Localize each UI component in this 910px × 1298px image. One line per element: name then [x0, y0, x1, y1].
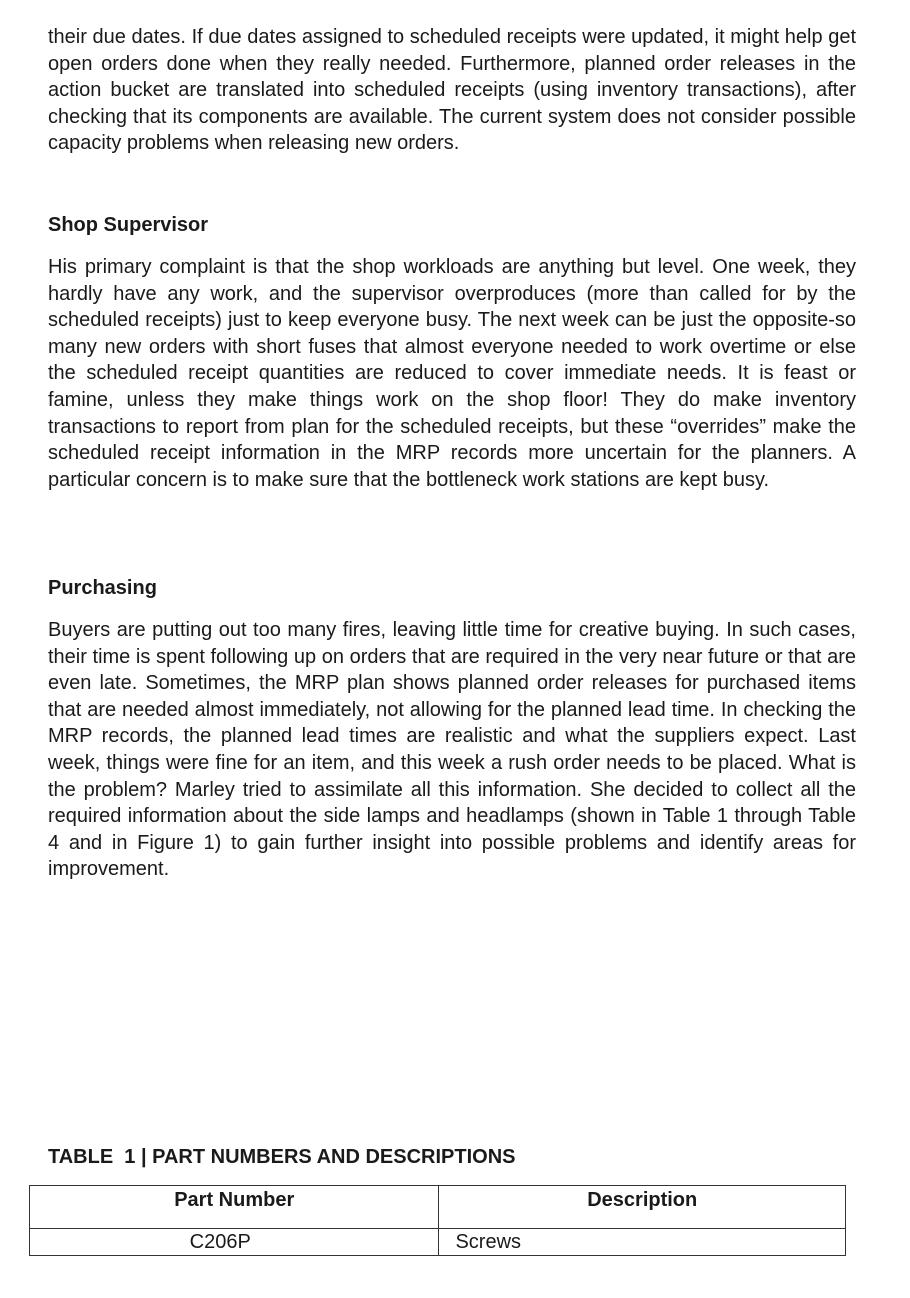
description-cell: Screws [439, 1229, 846, 1256]
parts-table [29, 1185, 846, 1256]
part-number-cell: C206P [30, 1229, 439, 1256]
shop-supervisor-heading: Shop Supervisor [48, 214, 209, 236]
table-1-caption: TABLE 1 | PART NUMBERS AND DESCRIPTIONS [48, 1146, 516, 1168]
purchasing-paragraph: Buyers are putting out too many fires, leaving little time for creative buying. In such cases, their time is spent following up on orders that are required in the very near future or that are even late. Sometimes, the MRP plan shows planned order releases for purchased items that are needed almost immediately, not allowing for the planned lead time. In checking the MRP records, the planned lead times are realistic and what the suppliers expect. Last week, things were fine for an item, and this week a rush order needs to be placed. What is the problem? Marley tried to assimilate all this information. She decided to collect all the required information about the side lamps and headlamps (shown in Table 1 through Table 4 and in Figure 1) to gain further insight into possible problems and identify areas for improvement. [48, 619, 856, 881]
shop-supervisor-paragraph: His primary complaint is that the shop workloads are anything but level. One week, they hardly have any work, and the supervisor overproduces (more than called for by the scheduled receipts) just to keep everyone busy. The next week can be just the opposite-so many new orders with short fuses that almost everyone needed to work overtime or else the scheduled receipt quantities are reduced to cover immediate needs. It is feast or famine, unless they make things work on the shop floor! They do make inventory transactions to report from plan for the scheduled receipts, but these “overrides” make the scheduled receipt information in the MRP records more uncertain for the planners. A particular concern is to make sure that the bottleneck work stations are kept busy. [48, 256, 856, 491]
table-header-row [30, 1186, 846, 1229]
column-header-description: Description [439, 1186, 846, 1229]
intro-paragraph: their due dates. If due dates assigned to scheduled receipts were updated, it might help get open orders done when they really needed. Furthermore, planned order releases in the action bucket are translated into scheduled receipts (using inventory transactions), after checking that its components are available. The current system does not consider possible capacity problems when releasing new orders. [48, 26, 856, 155]
column-header-part-number: Part Number [30, 1186, 439, 1229]
purchasing-heading: Purchasing [48, 577, 157, 599]
table-row [30, 1229, 846, 1256]
